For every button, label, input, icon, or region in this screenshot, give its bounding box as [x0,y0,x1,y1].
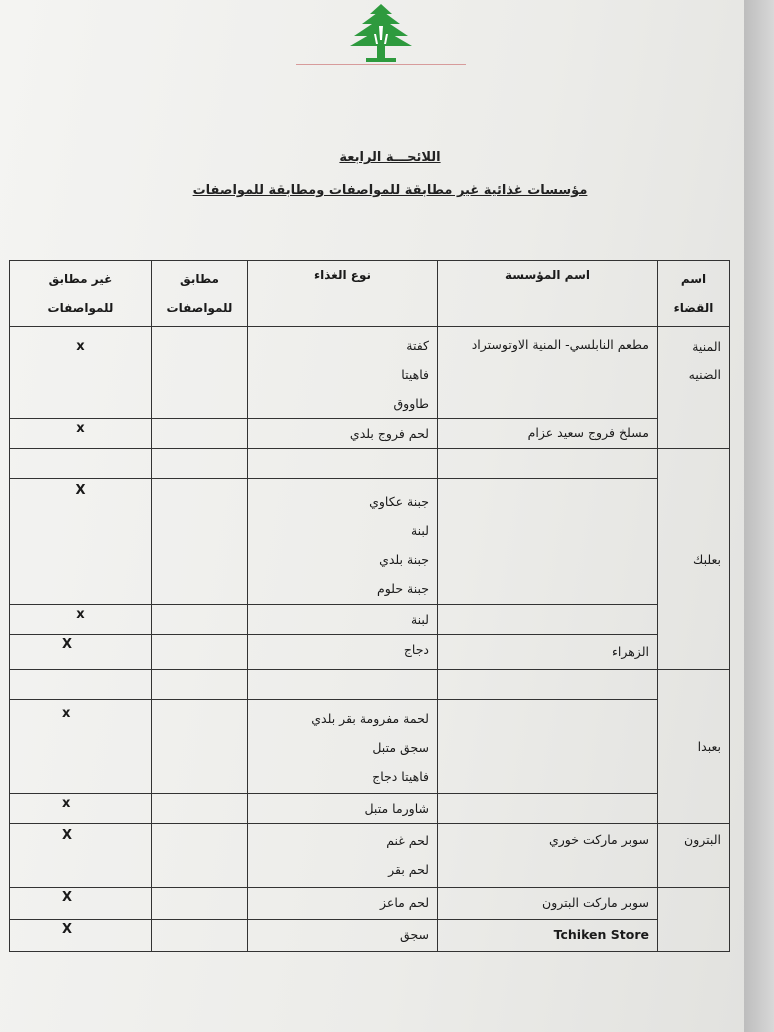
food-cell: لحم ماعز [248,888,438,920]
table-row [10,670,730,700]
food-cell [248,670,438,700]
conforming-cell [152,635,248,670]
table-row [10,888,730,920]
district-cell: بعبدا [658,670,730,824]
establishment-cell [438,700,658,794]
establishment-cell [438,449,658,479]
non-conforming-mark: x [10,605,152,635]
table-row [10,327,730,419]
non-conforming-mark: x [10,327,152,419]
non-conforming-mark: X [10,824,152,888]
table-row [10,419,730,449]
conforming-cell [152,888,248,920]
table-row [10,479,730,605]
food-cell: شاورما متبل [248,794,438,824]
list-subtitle: مؤسسات غذائية غير مطابقة للمواصفات ومطابقة للمواصفات [192,183,588,198]
establishment-cell [438,479,658,605]
district-cell: بعلبك [658,449,730,670]
non-conforming-mark: x [10,419,152,449]
non-conforming-mark [10,449,152,479]
district-cell: المنية الضنيه [658,327,730,449]
establishment-cell: سوبر ماركت البترون [438,888,658,920]
food-cell: لحم فروج بلدي [248,419,438,449]
non-conforming-mark: X [10,888,152,920]
conforming-cell [152,605,248,635]
establishment-cell: Tchiken Store [438,920,658,952]
food-establishments-table [9,260,730,952]
non-conforming-mark: x [10,700,152,794]
non-conforming-mark: X [10,920,152,952]
non-conforming-mark: x [10,794,152,824]
food-cell: جبنة عكاوي لبنة جبنة بلدي جبنة حلوم [248,479,438,605]
food-cell: لحم غنم لحم بقر [248,824,438,888]
conforming-cell [152,700,248,794]
district-cell [658,888,730,952]
establishment-cell [438,670,658,700]
conforming-cell [152,419,248,449]
non-conforming-mark: X [10,479,152,605]
header-establishment: اسم المؤسسة [438,261,658,327]
cedar-logo [296,2,466,68]
header-conforming: مطابق للمواصفات [152,261,248,327]
food-cell: دجاج [248,635,438,670]
logo-underline [296,64,466,65]
table-row [10,920,730,952]
establishment-cell: مطعم النابلسي- المنية الاوتوستراد [438,327,658,419]
conforming-cell [152,449,248,479]
page-edge-shadow [744,0,774,1032]
district-cell: البترون [658,824,730,888]
cedar-tree-icon [346,2,416,64]
non-conforming-mark: X [10,635,152,670]
table-row [10,700,730,794]
table-row [10,635,730,670]
food-cell [248,449,438,479]
establishment-cell [438,605,658,635]
establishment-cell: سوبر ماركت خوري [438,824,658,888]
header-district: اسم القضاء [658,261,730,327]
establishment-cell: مسلخ فروج سعيد عزام [438,419,658,449]
table-row [10,605,730,635]
conforming-cell [152,327,248,419]
header-food-type: نوع الغذاء [248,261,438,327]
conforming-cell [152,920,248,952]
food-cell: سجق [248,920,438,952]
table-row [10,449,730,479]
header-non-conforming: غير مطابق للمواصفات [10,261,152,327]
table-row [10,824,730,888]
non-conforming-mark [10,670,152,700]
list-title: اللائحـــة الرابعة [339,150,441,165]
food-cell: كفتة فاهيتا طاووق [248,327,438,419]
conforming-cell [152,794,248,824]
establishment-cell [438,794,658,824]
establishment-cell: الزهراء [438,635,658,670]
food-cell: لبنة [248,605,438,635]
table-header-row [10,261,730,327]
table-row [10,794,730,824]
conforming-cell [152,479,248,605]
food-cell: لحمة مفرومة بقر بلدي سجق متبل فاهيتا دجاج [248,700,438,794]
conforming-cell [152,824,248,888]
conforming-cell [152,670,248,700]
